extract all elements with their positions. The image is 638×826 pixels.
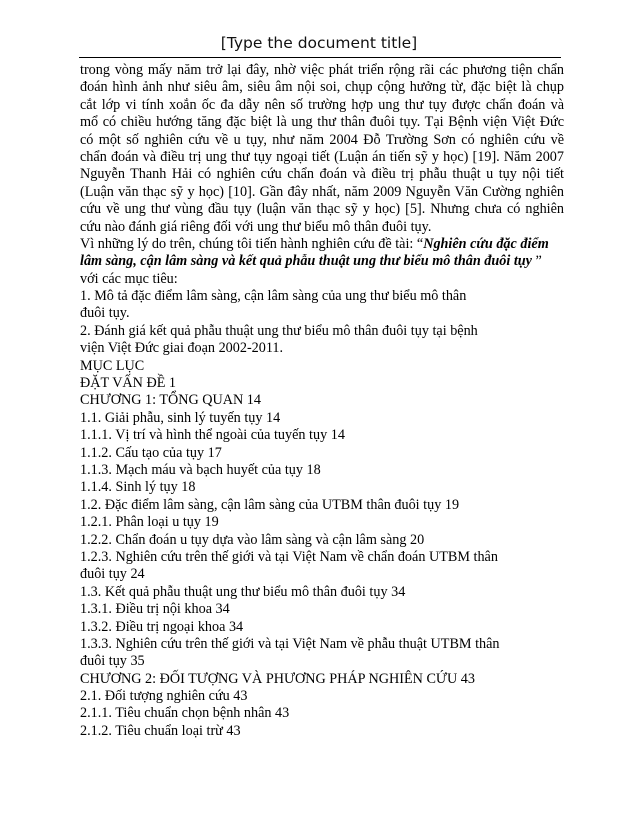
toc-entry: CHƯƠNG 2: ĐỐI TƯỢNG VÀ PHƯƠNG PHÁP NGHIÊN CỨU 43 (80, 670, 475, 687)
intro-line: đoán hình ảnh như siêu âm, siêu âm nội soi, chụp cộng hưởng từ, đặc biệt là chụp (80, 79, 564, 96)
topic-title-part-2: lâm sàng, cận lâm sàng và kết quả phẫu thuật ung thư biểu mô thân đuôi tụy (80, 253, 532, 270)
toc-entry: 1.1.4. Sinh lý tụy 18 (80, 479, 196, 496)
intro-line: có một số nghiên cứu về u tụy, như năm 2004 Đỗ Trường Sơn có nghiên cứu về (80, 131, 564, 148)
table-of-contents (80, 358, 564, 741)
header-divider (79, 57, 561, 58)
toc-entry: 2.1.1. Tiêu chuẩn chọn bệnh nhân 43 (80, 705, 290, 722)
toc-entry: 1.2.1. Phân loại u tụy 19 (80, 514, 219, 531)
topic-suffix: ” (531, 253, 542, 270)
objective-line: viện Việt Đức giai đoạn 2002-2011. (80, 340, 284, 357)
toc-entry: 1.1.1. Vị trí và hình thể ngoài của tuyến tụy 14 (80, 427, 345, 444)
intro-line: chẩn đoán và điều trị ung thư tụy ngoại tiết (Luận án tiến sỹ y học) [19]. Năm 2007 (80, 148, 564, 165)
topic-line-2 (80, 253, 564, 270)
objective-line: đuôi tụy. (80, 305, 130, 322)
topic-line-3: với các mục tiêu: (80, 270, 178, 287)
toc-entry: 1.2.3. Nghiên cứu trên thế giới và tại Việt Nam về chẩn đoán UTBM thân (80, 548, 498, 565)
toc-entry: 1.1.3. Mạch máu và bạch huyết của tụy 18 (80, 461, 321, 478)
toc-entry: 1.1.2. Cấu tạo của tụy 17 (80, 444, 222, 461)
topic-line-1 (80, 236, 564, 253)
intro-line: Nguyễn Thanh Hải có nghiên cứu chẩn đoán và điều trị phẫu thuật u tụy nội tiết (80, 166, 564, 183)
objective-line: 2. Đánh giá kết quả phẫu thuật ung thư biểu mô thân đuôi tụy tại bệnh (80, 322, 478, 339)
toc-heading: MỤC LỤC (80, 357, 145, 374)
intro-line: cắt lớp vi tính xoắn ốc đa dẫy nên số trường hợp ung thư tụy được chẩn đoán và (80, 96, 564, 113)
document-body (80, 62, 564, 740)
objectives-list (80, 288, 564, 358)
toc-entry: ĐẶT VẤN ĐỀ 1 (80, 375, 177, 392)
intro-line: mổ có chiều hướng tăng đặc biệt là ung thư thân đuôi tụy. Tại Bệnh viện Việt Đức (80, 114, 564, 131)
toc-entry: 2.1. Đối tượng nghiên cứu 43 (80, 688, 248, 705)
intro-paragraph (80, 62, 564, 236)
topic-title-part-1: Nghiên cứu đặc điểm (423, 235, 549, 252)
toc-entry: đuôi tụy 24 (80, 566, 145, 583)
intro-line: (Luận văn thạc sỹ y học) [10]. Gần đây nhất, năm 2009 Nguyễn Văn Cường nghiên (80, 183, 564, 200)
toc-entry: 1.2. Đặc điểm lâm sàng, cận lâm sàng của UTBM thân đuôi tụy 19 (80, 496, 460, 513)
toc-entry: 1.1. Giải phẫu, sinh lý tuyến tụy 14 (80, 409, 281, 426)
toc-entry: 1.3.3. Nghiên cứu trên thế giới và tại Việt Nam về phẫu thuật UTBM thân (80, 635, 500, 652)
toc-entry: 2.1.2. Tiêu chuẩn loại trừ 43 (80, 722, 241, 739)
toc-entry: 1.2.2. Chẩn đoán u tụy dựa vào lâm sàng và cận lâm sàng 20 (80, 531, 425, 548)
toc-entry: CHƯƠNG 1: TỔNG QUAN 14 (80, 392, 261, 409)
toc-entry: 1.3. Kết quả phẫu thuật ung thư biểu mô thân đuôi tụy 34 (80, 583, 406, 600)
intro-line: cứu nào đánh giá riêng đối với ung thư biểu mô thân đuôi tụy. (80, 218, 432, 235)
toc-entry: 1.3.2. Điều trị ngoại khoa 34 (80, 618, 244, 635)
toc-entry: 1.3.1. Điều trị nội khoa 34 (80, 601, 230, 618)
intro-line: cứu về ung thư vùng đầu tụy (luận văn thạc sỹ y học) [5]. Nhưng chưa có nghiên (80, 201, 564, 218)
topic-prefix: Vì những lý do trên, chúng tôi tiến hành nghiên cứu đề tài: “ (80, 235, 424, 252)
objective-line: 1. Mô tả đặc điểm lâm sàng, cận lâm sàng của ung thư biểu mô thân (80, 288, 467, 305)
toc-entry: đuôi tụy 35 (80, 653, 145, 670)
page-header-title: [Type the document title] (220, 34, 418, 52)
topic-paragraph (80, 236, 564, 288)
intro-line: trong vòng mấy năm trở lại đây, nhờ việc phát triển rộng rãi các phương tiện chẩn (80, 62, 564, 78)
